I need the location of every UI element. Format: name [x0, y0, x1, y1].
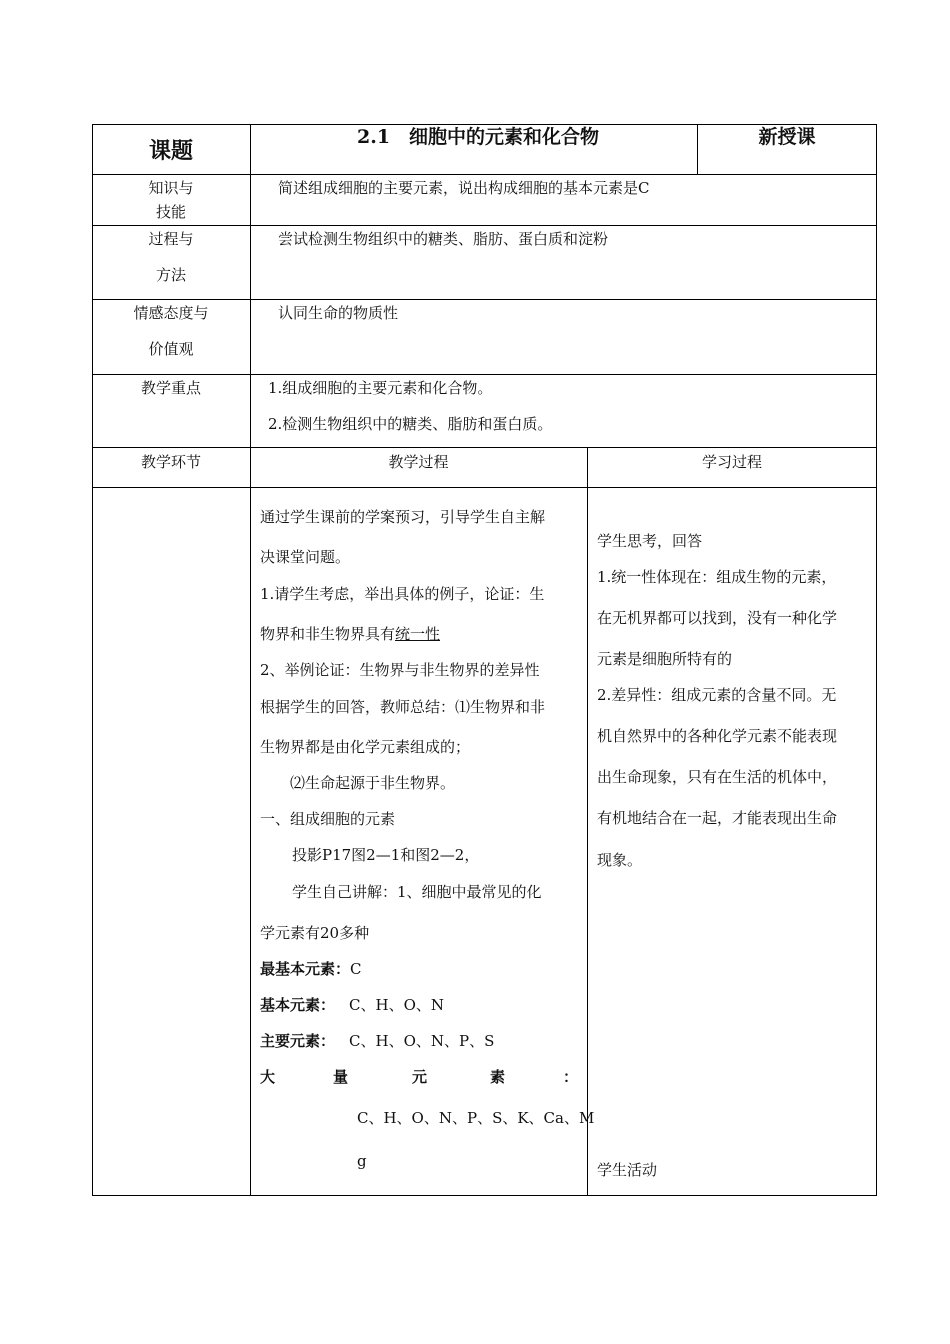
key-points-label: 教学重点: [140, 379, 201, 397]
teaching-line: 通过学生课前的学案预习，引导学生自主解: [260, 508, 546, 526]
teaching-line: 生物界都是由化学元素组成的；: [260, 738, 471, 756]
column-header-learning: 学习过程: [701, 453, 762, 471]
basic-value: C、H、O、N: [349, 996, 444, 1014]
macro-char: 元: [412, 1068, 428, 1086]
knowledge-label-1: 知识与: [148, 179, 194, 197]
keti-label: 课题: [148, 138, 193, 164]
lesson-title: 2.1 细胞中的元素和化合物: [357, 126, 600, 148]
teaching-line-text: 物界和非生物界具有: [260, 625, 396, 643]
teaching-line: 一、组成细胞的元素: [260, 810, 396, 828]
column-divider: [587, 447, 588, 1196]
key-point-1: 1.组成细胞的主要元素和化合物。: [268, 379, 493, 397]
learning-line: 机自然界中的各种化学元素不能表现: [597, 727, 838, 745]
learning-line: 2.差异性：组成元素的含量不同。无: [597, 686, 837, 704]
main-label: 主要元素：: [260, 1032, 336, 1050]
column-header-teaching: 教学过程: [388, 453, 449, 471]
basic-elements: [260, 998, 444, 1013]
row-divider: [92, 299, 877, 300]
teaching-line: 学生自己讲解：1、细胞中最常见的化: [292, 883, 542, 901]
learning-line: 1.统一性体现在：组成生物的元素，: [597, 568, 837, 586]
student-activity: 学生活动: [597, 1161, 658, 1179]
learning-line: 有机地结合在一起，才能表现出生命: [597, 809, 838, 827]
learning-line: 学生思考，回答: [597, 532, 703, 550]
teaching-line: 1.请学生考虑，举出具体的例子，论证：生: [260, 585, 545, 603]
row-divider: [92, 225, 877, 226]
most-basic-value: C: [350, 960, 362, 978]
unity-term: 统一性: [395, 625, 441, 643]
learning-line: 在无机界都可以找到，没有一种化学: [597, 609, 838, 627]
column-header-stage: 教学环节: [140, 453, 201, 471]
row-divider: [92, 374, 877, 375]
emotion-label-1: 情感态度与: [133, 304, 209, 322]
macro-elements-value: C、H、O、N、P、S、K、Ca、M: [357, 1109, 595, 1127]
learning-line: 现象。: [597, 851, 643, 869]
macro-char: 素: [490, 1068, 506, 1086]
row-divider: [92, 447, 877, 448]
teaching-line: 2、举例论证：生物界与非生物界的差异性: [260, 661, 540, 679]
lesson-type: 新授课: [758, 126, 816, 148]
teaching-line: 学元素有20多种: [260, 924, 370, 942]
key-point-2: 2.检测生物组织中的糖类、脂肪和蛋白质。: [268, 415, 553, 433]
process-label-1: 过程与: [148, 230, 194, 248]
knowledge-label-2: 技能: [155, 203, 186, 221]
row-divider: [92, 174, 877, 175]
row-divider: [92, 487, 877, 488]
basic-label: 基本元素：: [260, 996, 336, 1014]
knowledge-text: 简述组成细胞的主要元素，说出构成细胞的基本元素是C: [278, 179, 650, 197]
column-divider: [250, 124, 251, 1196]
process-text: 尝试检测生物组织中的糖类、脂肪、蛋白质和淀粉: [278, 230, 609, 248]
teaching-line: 根据学生的回答，教师总结：⑴生物界和非: [260, 698, 546, 716]
most-basic-label: 最基本元素：: [260, 960, 351, 978]
emotion-label-2: 价值观: [148, 340, 194, 358]
macro-char: 量: [333, 1068, 349, 1086]
teaching-line: 决课堂问题。: [260, 548, 351, 566]
process-label-2: 方法: [155, 266, 186, 284]
macro-char: 大: [260, 1068, 276, 1086]
main-value: C、H、O、N、P、S: [349, 1032, 495, 1050]
learning-line: 出生命现象，只有在生活的机体中，: [597, 768, 838, 786]
most-basic-element: [260, 962, 362, 977]
teaching-line: ⑵生命起源于非生物界。: [290, 774, 456, 792]
learning-line: 元素是细胞所特有的: [597, 650, 733, 668]
teaching-line: [260, 627, 440, 642]
emotion-text: 认同生命的物质性: [278, 304, 399, 322]
macro-char: ：: [563, 1068, 579, 1086]
teaching-line: 投影P17图2—1和图2—2，: [292, 846, 480, 864]
macro-elements-value-cont: g: [357, 1152, 367, 1170]
main-elements: [260, 1034, 494, 1049]
